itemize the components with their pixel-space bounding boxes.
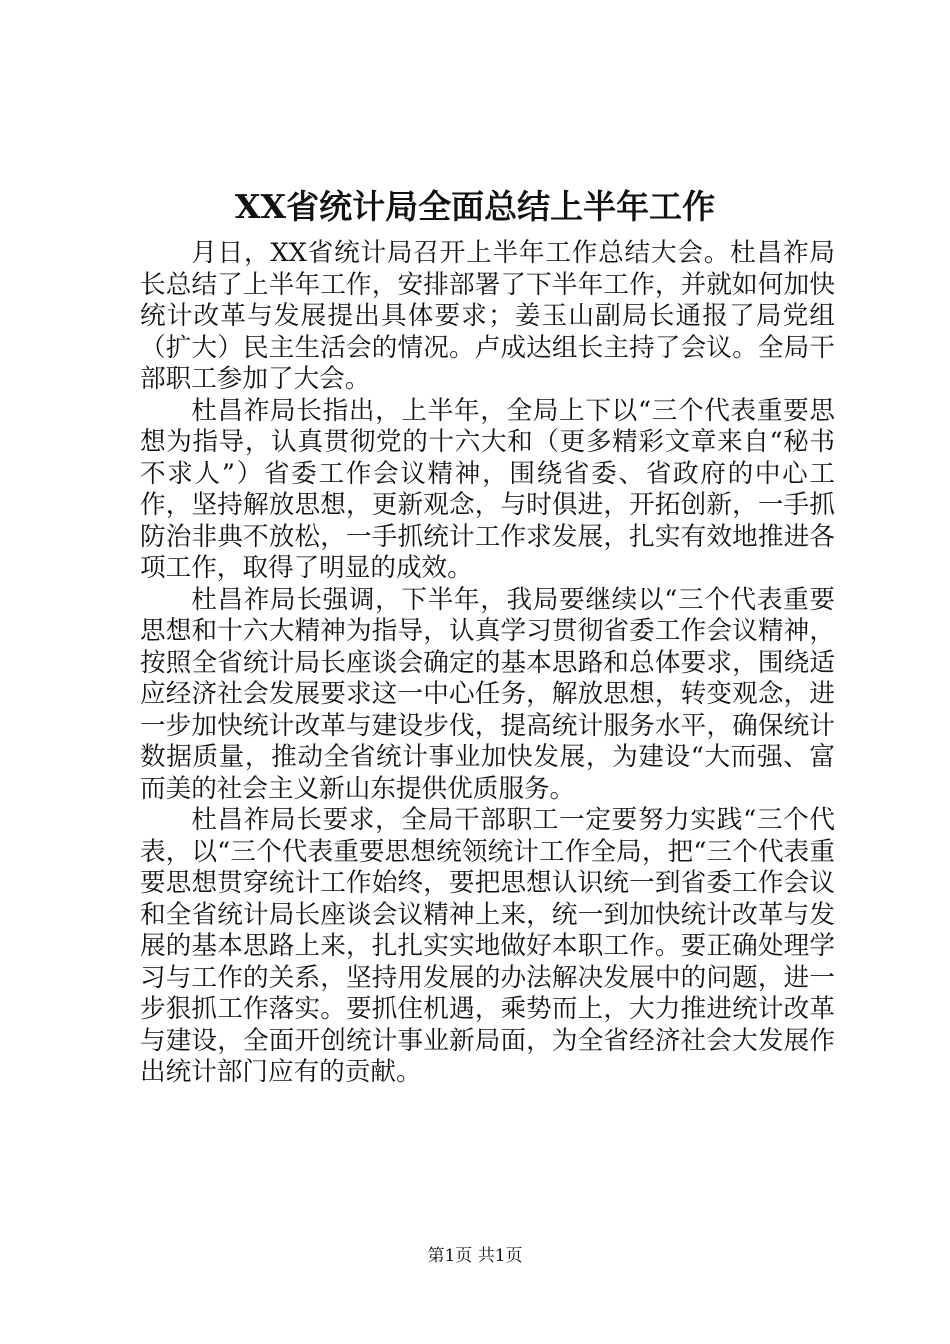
document-title: XX省统计局全面总结上半年工作 — [234, 187, 716, 226]
paragraph-3: 杜昌祚局长强调，下半年，我局要继续以“三个代表重要思想和十六大精神为指导，认真学习贯彻省委工作会议精神，按照全省统计局长座谈会确定的基本思路和总体要求，围绕适应经济社会发展要求这一中心任务，解放思想，转变观念，进一步加快统计改革与建设步伐，提高统计服务水平，确保统计数据质量，推动全省统计事业加快发展，为建设“大而强、富而美的社会主义新山东提供优质服务。 — [140, 584, 835, 804]
paragraph-1: 月日，XX省统计局召开上半年工作总结大会。杜昌祚局长总结了上半年工作，安排部署了下半年工作，并就如何加快统计改革与发展提出具体要求；姜玉山副局长通报了局党组（扩大）民主生活会的情况。卢成达组长主持了会议。全局干部职工参加了大会。 — [140, 238, 835, 394]
paragraph-4: 杜昌祚局长要求，全局干部职工一定要努力实践“三个代表，以“三个代表重要思想统领统计工作全局，把“三个代表重要思想贯穿统计工作始终，要把思想认识统一到省委工作会议和全省统计局长座谈会议精神上来，统一到加快统计改革与发展的基本思路上来，扎扎实实地做好本职工作。要正确处理学习与工作的关系，坚持用发展的办法解决发展中的问题，进一步狠抓工作落实。要抓住机遇，乘势而上，大力推进统计改革与建设，全面开创统计事业新局面，为全省经济社会大发展作出统计部门应有的贡献。 — [140, 805, 835, 1087]
paragraph-2: 杜昌祚局长指出，上半年，全局上下以“三个代表重要思想为指导，认真贯彻党的十六大和（更多精彩文章来自“秘书不求人”）省委工作会议精神，围绕省委、省政府的中心工作，坚持解放思想，更新观念，与时俱进，开拓创新，一手抓防治非典不放松，一手抓统计工作求发展，扎实有效地推进各项工作，取得了明显的成效。 — [140, 395, 835, 583]
document-body — [140, 238, 835, 1089]
page-footer: 第1页 共1页 — [427, 1246, 523, 1266]
